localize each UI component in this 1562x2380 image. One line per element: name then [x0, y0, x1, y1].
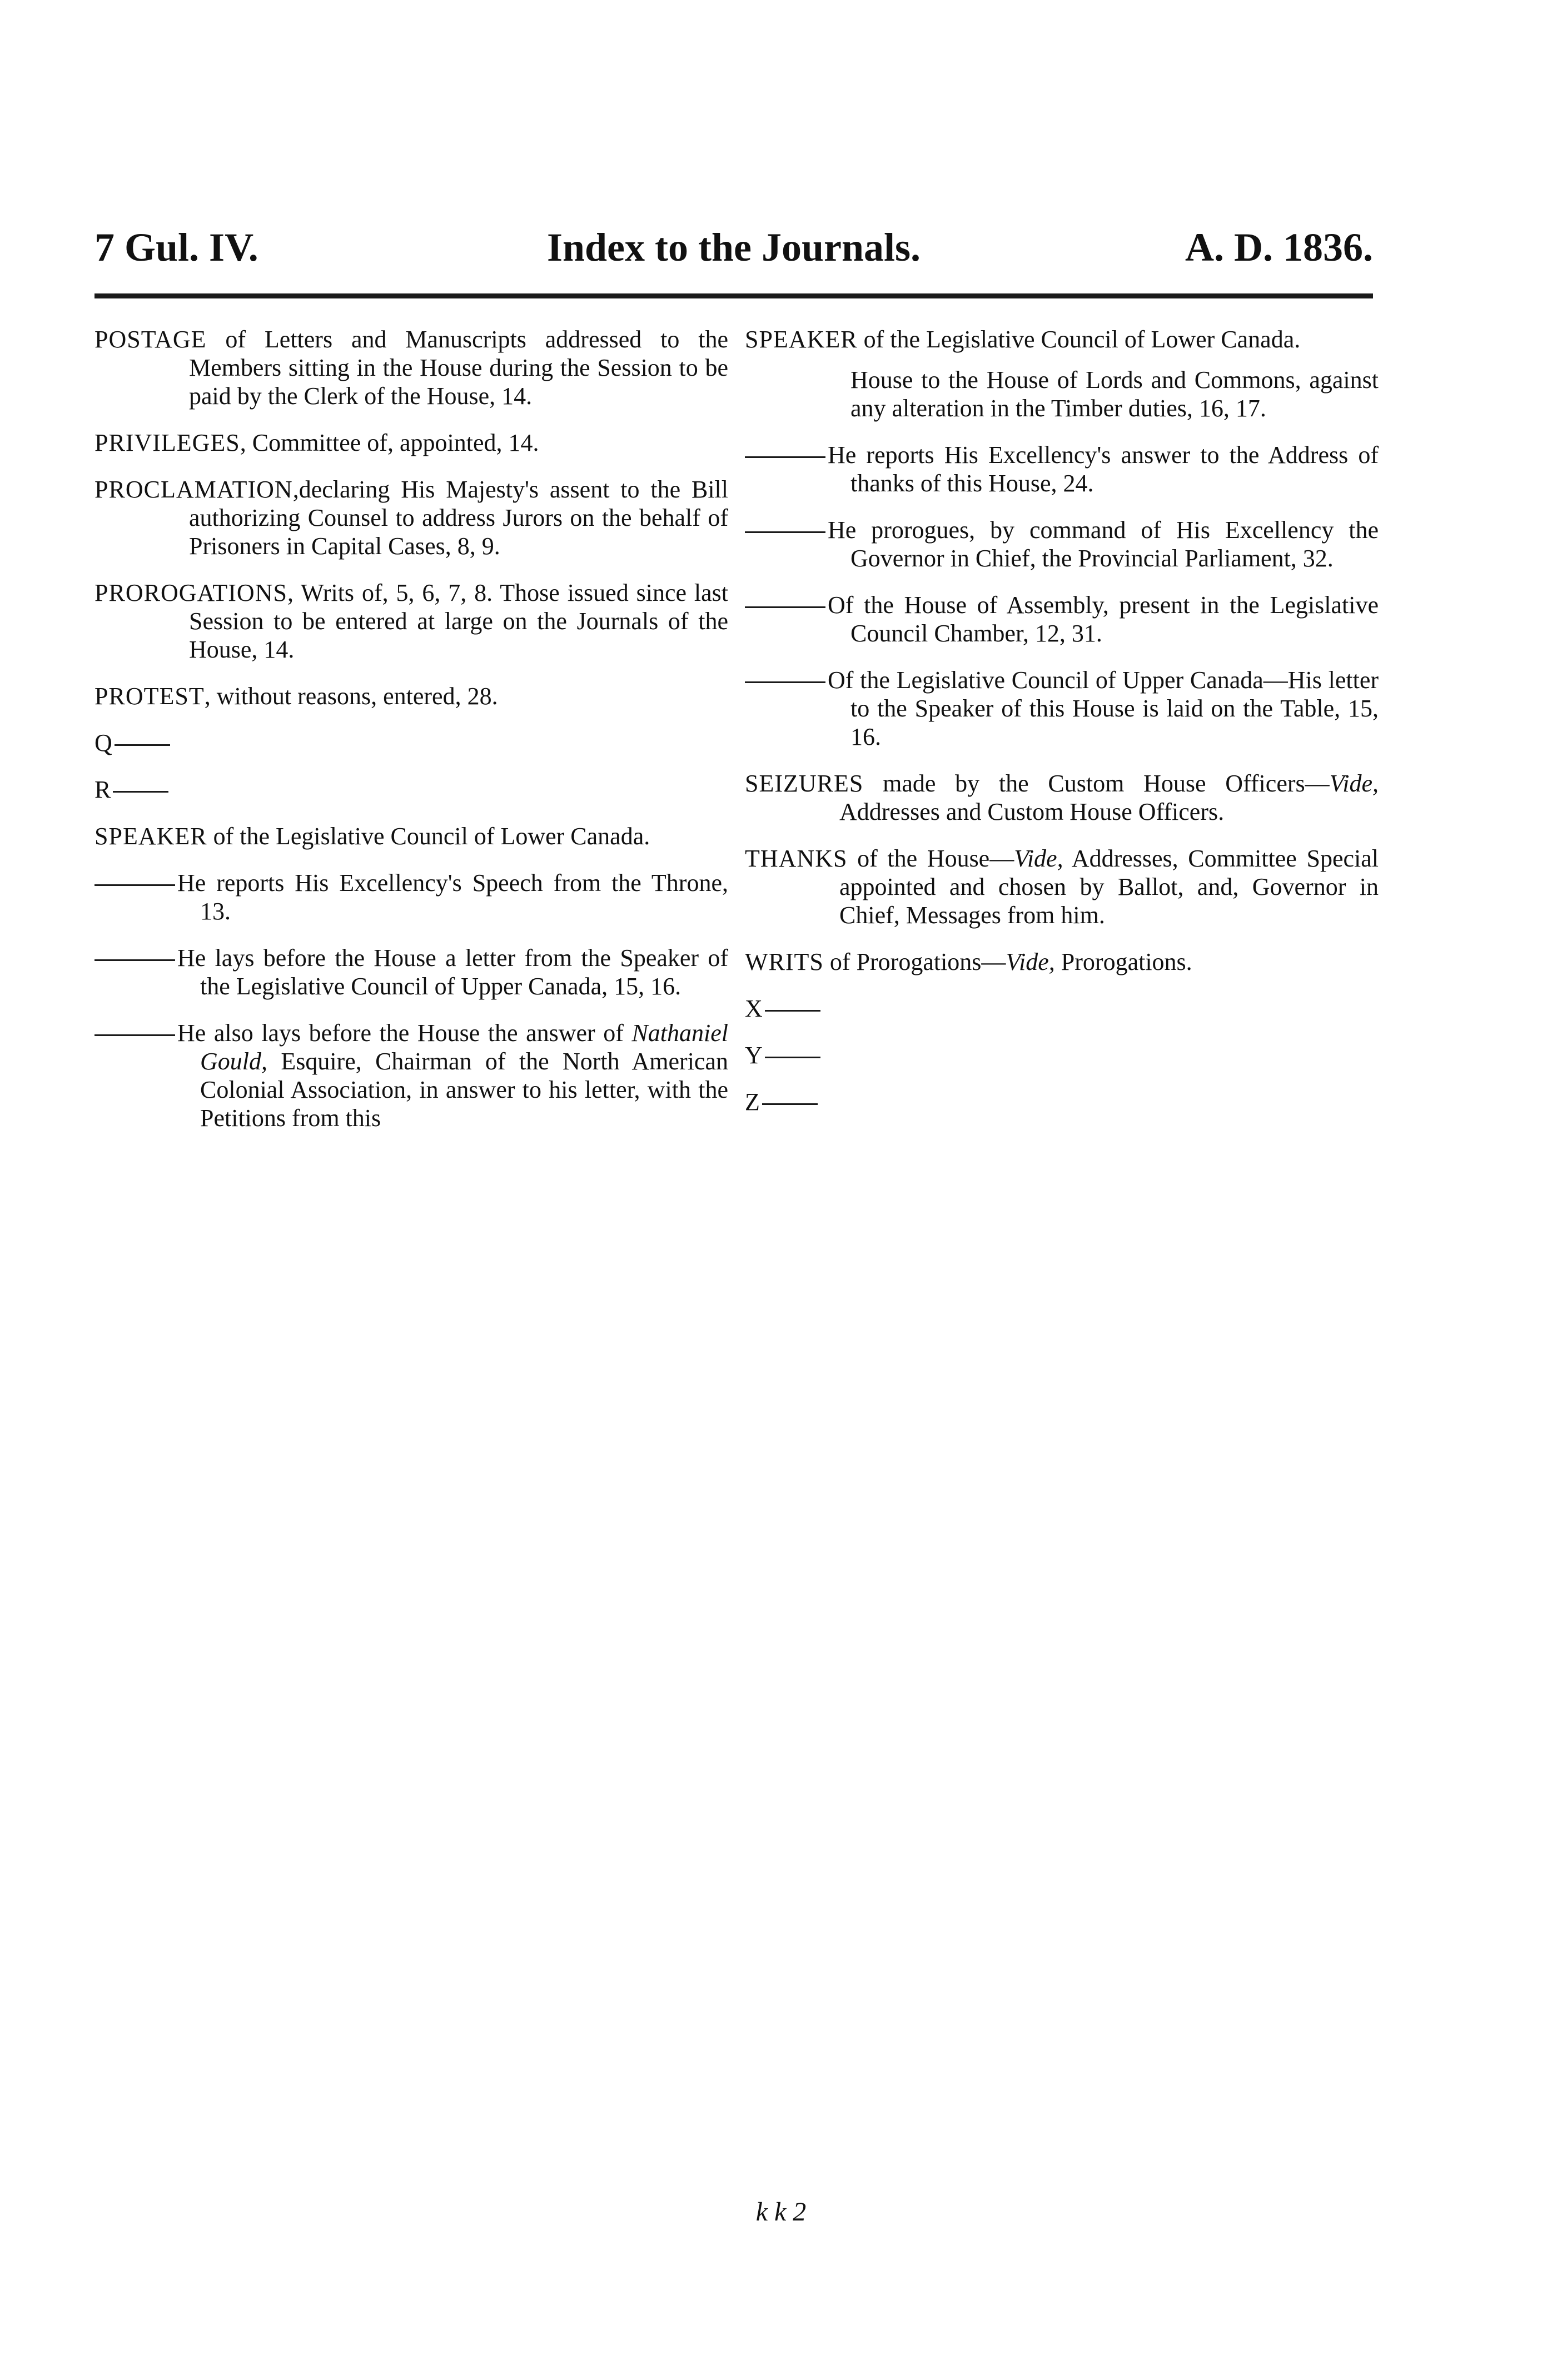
entry-text: of the House—: [847, 845, 1014, 872]
dash-rule: [745, 606, 825, 608]
dash-rule: [765, 1010, 820, 1012]
entry-keyword: PRIVILEGES: [94, 429, 240, 456]
dash-rule: [745, 531, 825, 533]
entry-text: He reports His Excellency's answer to the Address of thanks of this House, 24.: [828, 441, 1379, 497]
index-entry-protest: [94, 682, 728, 710]
index-entry-prorogations: [94, 579, 728, 664]
dash-rule: [765, 1057, 820, 1058]
index-entry-postage: [94, 325, 728, 410]
entry-keyword: POSTAGE: [94, 326, 207, 353]
index-entry-seizures: [745, 769, 1379, 826]
entry-text: , Committee of, appointed, 14.: [240, 429, 539, 456]
letter-heading-q: [94, 729, 728, 757]
entry-text: Of the House of Assembly, present in the Legislative Council Chamber, 12, 31.: [828, 591, 1379, 647]
letter: X: [745, 995, 763, 1022]
sub-entry-upper-canada: [745, 666, 1379, 751]
page-header: [94, 222, 1373, 272]
entry-keyword: THANKS: [745, 845, 848, 872]
letter-heading-x: [745, 994, 1379, 1023]
entry-text: Addresses, Committee Special appointed and chosen by Ballot, and, Governor in Chief, Messages from him.: [839, 845, 1379, 929]
index-entry-thanks: [745, 844, 1379, 929]
dash-rule: [745, 681, 825, 683]
sub-entry-prorogues: [745, 516, 1379, 572]
entry-keyword: PROTEST: [94, 683, 205, 710]
entry-keyword: SPEAKER: [94, 823, 207, 850]
entry-text: of Prorogations—: [823, 948, 1006, 975]
regnal-year: 7 Gul. IV.: [94, 225, 258, 270]
dash-rule: [113, 791, 168, 793]
entry-keyword: WRITS: [745, 948, 824, 975]
entry-text: of the Legislative Council of Lower Canada.: [207, 823, 650, 850]
index-entry-writs: [745, 948, 1379, 976]
dash-rule: [94, 1034, 175, 1036]
letter-heading-r: [94, 775, 728, 804]
index-entry-proclamation: [94, 475, 728, 560]
letter-heading-z: [745, 1088, 1379, 1116]
dash-rule: [745, 456, 825, 458]
signature-mark: k k 2: [755, 2197, 807, 2227]
entry-text: ,declaring His Majesty's assent to the Bill authorizing Counsel to address Jurors on the behalf of Prisoners in Capital Cases, 8, 9.: [189, 476, 728, 560]
entry-text: of the Legislative Council of Lower Canada.: [857, 326, 1301, 353]
sub-entry-house-of-assembly: [745, 591, 1379, 648]
entry-keyword: PROCLAMATION: [94, 476, 293, 503]
sub-entry-answer: [94, 1019, 728, 1132]
entry-text: of Letters and Manuscripts addressed to the Members sitting in the House during the Session to be paid by the Clerk of the House, 14.: [189, 326, 728, 410]
year: A. D. 1836.: [1185, 225, 1373, 270]
entry-text: He lays before the House a letter from the Speaker of the Legislative Council of Upper Canada, 15, 16.: [177, 944, 728, 1000]
index-entry-speaker: [94, 822, 728, 850]
vide-reference: Vide,: [1006, 948, 1055, 975]
entry-keyword: PROROGATIONS: [94, 579, 287, 606]
letter: R: [94, 776, 111, 803]
entry-keyword: SPEAKER: [745, 326, 858, 353]
entry-text: Prorogations.: [1054, 948, 1192, 975]
entry-text: , without reasons, entered, 28.: [204, 683, 498, 710]
vide-reference: Vide,: [1329, 770, 1379, 797]
dash-rule: [94, 959, 175, 961]
left-column: [94, 325, 728, 1151]
letter-heading-y: [745, 1041, 1379, 1069]
dash-rule: [94, 884, 175, 886]
letter: Y: [745, 1042, 763, 1069]
entry-text: He prorogues, by command of His Excellency the Governor in Chief, the Provincial Parliament, 32.: [828, 516, 1379, 572]
vide-reference: Vide,: [1014, 845, 1063, 872]
entry-text: He reports His Excellency's Speech from the Throne, 13.: [177, 869, 728, 925]
entry-text: Esquire, Chairman of the North American Colonial Association, in answer to his letter, with the Petitions from this: [200, 1048, 728, 1132]
dash-rule: [762, 1103, 818, 1105]
header-rule: [94, 293, 1373, 298]
sub-entry-speech: [94, 869, 728, 925]
entry-text: Of the Legislative Council of Upper Canada—His letter to the Speaker of this House is laid on the Table, 15, 16.: [828, 666, 1379, 750]
sub-entry-answer-address: [745, 441, 1379, 497]
letter: Q: [94, 729, 112, 756]
continued-text: [745, 366, 1379, 422]
entry-keyword: SEIZURES: [745, 770, 864, 797]
person-name: Nathaniel Gould,: [200, 1019, 728, 1075]
entry-text: Addresses and Custom House Officers.: [839, 798, 1225, 825]
right-column: [745, 325, 1379, 1134]
entry-text: He also lays before the House the answer of: [177, 1019, 632, 1047]
entry-text: , Writs of, 5, 6, 7, 8. Those issued since last Session to be entered at large on the Journals of the House, 14.: [189, 579, 728, 663]
letter: Z: [745, 1088, 760, 1116]
index-entry-speaker-continued: [745, 325, 1379, 353]
dash-rule: [115, 744, 170, 746]
sub-entry-letter: [94, 944, 728, 1000]
index-entry-privileges: [94, 429, 728, 457]
entry-text: made by the Custom House Officers—: [863, 770, 1330, 797]
page-title: Index to the Journals.: [546, 225, 921, 270]
entry-text: House to the House of Lords and Commons, against any alteration in the Timber duties, 16, 17.: [850, 366, 1379, 422]
